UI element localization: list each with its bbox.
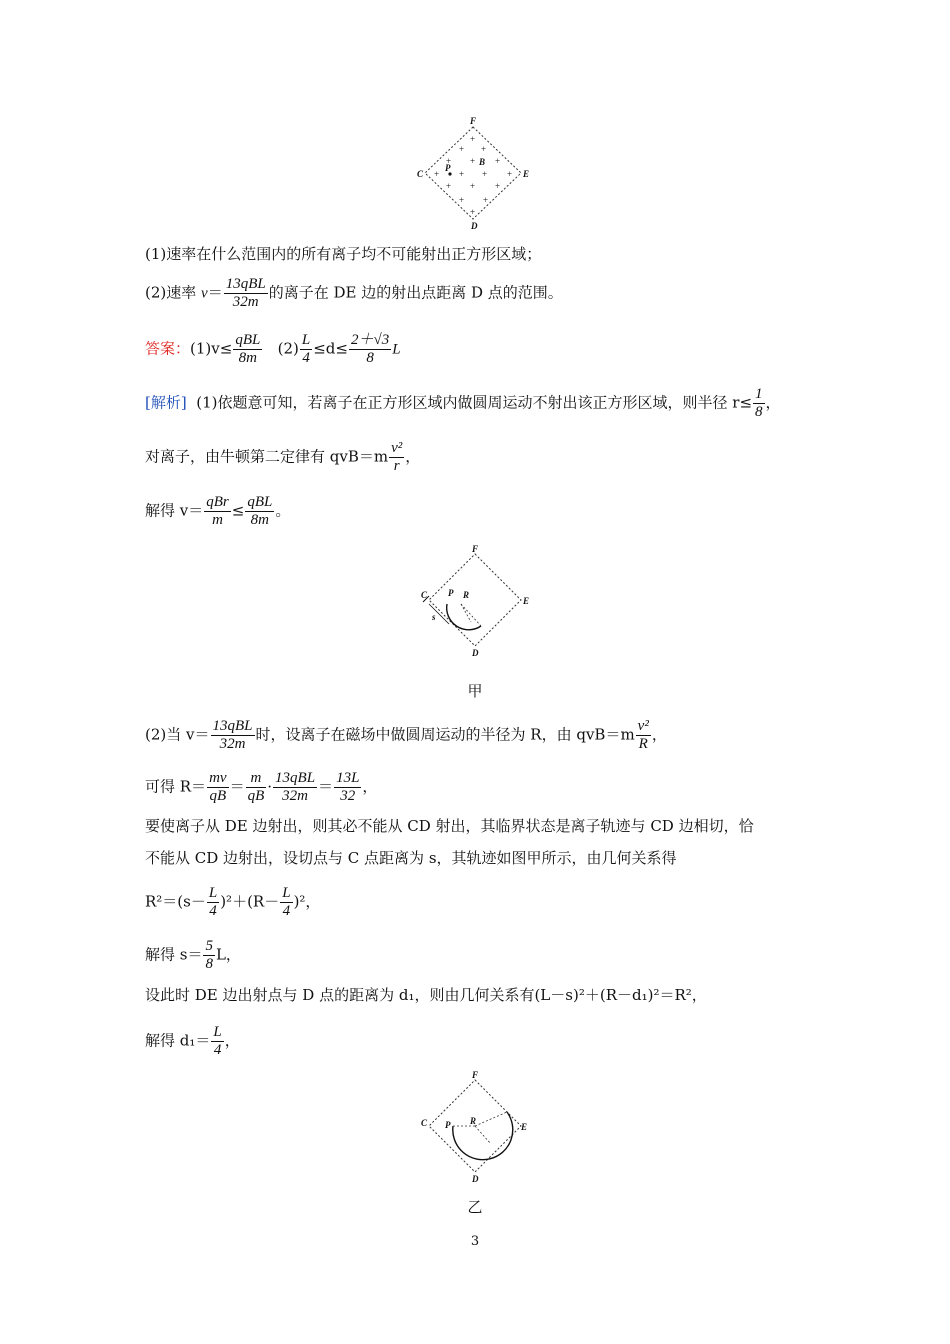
analysis-line-3: 解得 v＝ $\frac{\text{qBr}}{m}$ ≤ $\frac{\text{qBL}}{8m}$ 。 xyxy=(145,494,291,528)
part2-line-5: R²＝(s－ $\frac{L}{4}$ )²＋(R－ $\frac{L}{4}$ )²， xyxy=(145,885,321,919)
label-P: P xyxy=(445,1120,451,1130)
caption-yi: 乙 xyxy=(467,1198,483,1216)
svg-text:+: + xyxy=(482,169,488,179)
label-P: P xyxy=(445,163,451,173)
label-B: B xyxy=(479,157,486,167)
label-F: F xyxy=(470,116,477,126)
svg-text:+: + xyxy=(459,195,465,205)
figure-square-field xyxy=(415,115,530,233)
svg-text:+: + xyxy=(434,169,440,179)
part2-line-2: 可得 R＝ $\frac{mv}{qB}$ ＝ $\frac{m}{qB}$ · $\frac{\text{13qBL}}{32m}$ ＝ $\frac{13L}{32}$ ， xyxy=(145,770,378,804)
part2-line-3: 要使离子从 DE 边射出，则其必不能从 CD 射出，其临界状态是离子轨迹与 CD 边相切，恰 xyxy=(145,817,754,835)
label-R: R xyxy=(463,590,470,600)
label-F: F xyxy=(472,544,479,554)
question-2: (2)速率 v＝ $\frac{\text{13qBL}}{32m}$ 的离子在 DE 边的射出点距离 D 点的范围。 xyxy=(145,276,563,310)
answer-line: 答案：(1)v≤ $\frac{\text{qBL}}{8m}$ (2) $\frac{L}{4}$ ≤d≤ $\frac{2+√3}{8}$ L xyxy=(145,332,401,366)
label-D: D xyxy=(471,221,478,231)
analysis-line-2: 对离子，由牛顿第二定律有 qvB＝m $\frac{\text{v²}}{r}$ ， xyxy=(145,440,421,474)
part2-line-7: 设此时 DE 边出射点与 D 点的距离为 d₁，则由几何关系有(L－s)²＋(R－d₁)²＝R²， xyxy=(145,986,707,1004)
svg-text:+: + xyxy=(483,195,489,205)
svg-text:+: + xyxy=(507,169,513,179)
caption-jia: 甲 xyxy=(467,682,483,700)
svg-text:+: + xyxy=(470,181,476,191)
page-number: 3 xyxy=(470,1234,480,1249)
label-C: C xyxy=(421,1118,428,1128)
label-C: C xyxy=(421,590,428,600)
svg-text:+: + xyxy=(495,156,501,166)
svg-text:+: + xyxy=(495,181,501,191)
svg-text:+: + xyxy=(446,181,452,191)
label-E: E xyxy=(523,596,530,606)
svg-text:+: + xyxy=(459,169,465,179)
question-1: (1)速率在什么范围内的所有离子均不可能射出正方形区域； xyxy=(145,245,542,263)
label-s: s xyxy=(432,612,436,622)
part2-line-8: 解得 d₁＝ $\frac{L}{4}$ ， xyxy=(145,1024,240,1058)
part2-line-4: 不能从 CD 边射出，设切点与 C 点距离为 s，其轨迹如图甲所示，由几何关系得 xyxy=(145,849,677,867)
analysis-line-1: [解析] (1)依题意可知，若离子在正方形区域内做圆周运动不射出该正方形区域，则半径 r≤ $\frac{1}{8}$ ， xyxy=(145,386,781,420)
part2-line-1: (2)当 v＝ $\frac{\text{13qBL}}{32m}$ 时，设离子在磁场中做圆周运动的半径为 R，由 qvB＝m $\frac{\text{v²}}{R}$ ， xyxy=(145,718,667,752)
part2-line-6: 解得 s＝ $\frac{5}{8}$ L， xyxy=(145,938,241,972)
svg-text:+: + xyxy=(470,156,476,166)
label-E: E xyxy=(521,1122,528,1132)
label-D: D xyxy=(472,648,479,658)
label-P: P xyxy=(448,588,454,598)
label-C: C xyxy=(417,169,424,179)
label-R: R xyxy=(470,1116,477,1126)
svg-text:+: + xyxy=(481,144,487,154)
label-F: F xyxy=(472,1070,479,1080)
figure-jia xyxy=(415,542,535,662)
label-D: D xyxy=(472,1174,479,1184)
svg-text:+: + xyxy=(459,144,465,154)
svg-text:+: + xyxy=(446,156,452,166)
svg-text:+: + xyxy=(470,207,476,217)
figure-yi xyxy=(415,1068,535,1188)
label-E: E xyxy=(523,169,530,179)
svg-text:+: + xyxy=(470,134,476,144)
